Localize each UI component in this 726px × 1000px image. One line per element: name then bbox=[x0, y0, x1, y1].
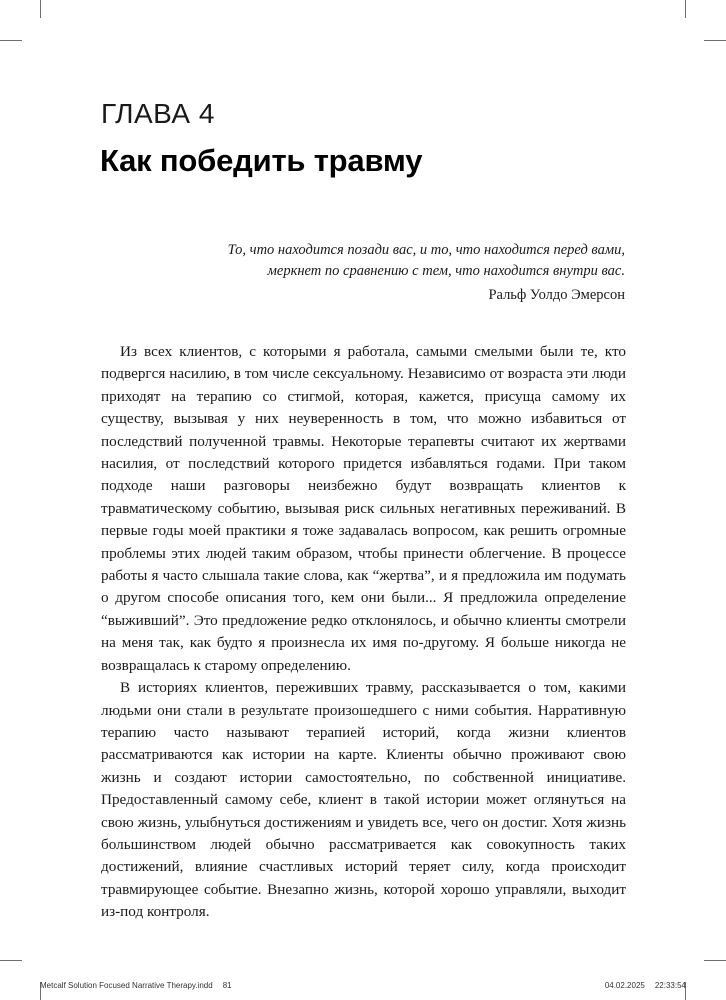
footer-time: 22:33:54 bbox=[654, 981, 686, 990]
body-text bbox=[101, 341, 626, 924]
chapter-title: Как победить травму bbox=[100, 143, 423, 178]
crop-mark bbox=[704, 40, 726, 41]
crop-mark bbox=[0, 960, 22, 961]
footer-filename: Metcalf Solution Focused Narrative Therapy.indd bbox=[40, 981, 213, 990]
epigraph-author: Ральф Уолдо Эмерсон bbox=[488, 287, 625, 303]
paragraph: В историях клиентов, переживших травму, рассказывается о том, какими людьми они стали в результате произошедшего с ними события. Нарративную терапию часто называют терапией историй, когда жизни клиентов рассматриваются как истории на карте. Клиенты обычно проживают свою жизнь и создают истории самостоятельно, по собственной инициативе. Предоставленный самому себе, клиент в такой истории может оглянуться на свою жизнь, улыбнуться достижениям и увидеть все, чего он достиг. Хотя жизнь большинством людей обычно рассматривается как совокупность таких достижений, влияние счастливых историй теряет силу, когда происходит травмирующее событие. Внезапно жизнь, которой хорошо управляли, выходит из-под контроля. bbox=[101, 679, 626, 921]
crop-mark bbox=[704, 960, 726, 961]
epigraph-line: меркнет по сравнению с тем, что находится внутри вас. bbox=[267, 263, 625, 279]
footer-date: 04.02.2025 bbox=[604, 981, 645, 990]
footer-timestamp bbox=[605, 981, 686, 990]
paragraph: Из всех клиентов, с которыми я работала, самыми смелыми были те, кто подвергся насилию, в том числе сексуальному. Независимо от возраста эти люди приходят на терапию со стигмой, которая, кажется, присуща самому их существу, вызывая у них неуверенность в том, что можно избавиться от последствий полученной травмы. Некоторые терапевты считают их жертвами насилия, от последствий которого придется избавляться годами. При таком подходе наши разговоры неизбежно будут возвращать клиентов к травматическому событию, вызывая риск сильных негативных переживаний. В первые годы моей практики я тоже задавалась вопросом, как решить огромные проблемы этих людей таким образом, чтобы принести облегчение. В процессе работы я часто слышала такие слова, как “жертва”, и я предложила им подумать о другом способе описания того, кем они были... Я предложила определение “выживший”. Это предложение редко отклонялось, и обычно клиенты смотрели на меня так, как будто я произнесла их имя по-другому. Я больше никогда не возвращалась к старому определению. bbox=[101, 343, 626, 674]
chapter-label: ГЛАВА 4 bbox=[101, 98, 215, 129]
footer-page-number: 81 bbox=[222, 981, 232, 990]
footer-file-info bbox=[40, 981, 232, 990]
crop-mark bbox=[685, 0, 686, 18]
crop-mark bbox=[40, 0, 41, 18]
epigraph bbox=[105, 240, 625, 306]
crop-mark bbox=[0, 40, 22, 41]
epigraph-line: То, что находится позади вас, и то, что находится перед вами, bbox=[227, 242, 625, 258]
